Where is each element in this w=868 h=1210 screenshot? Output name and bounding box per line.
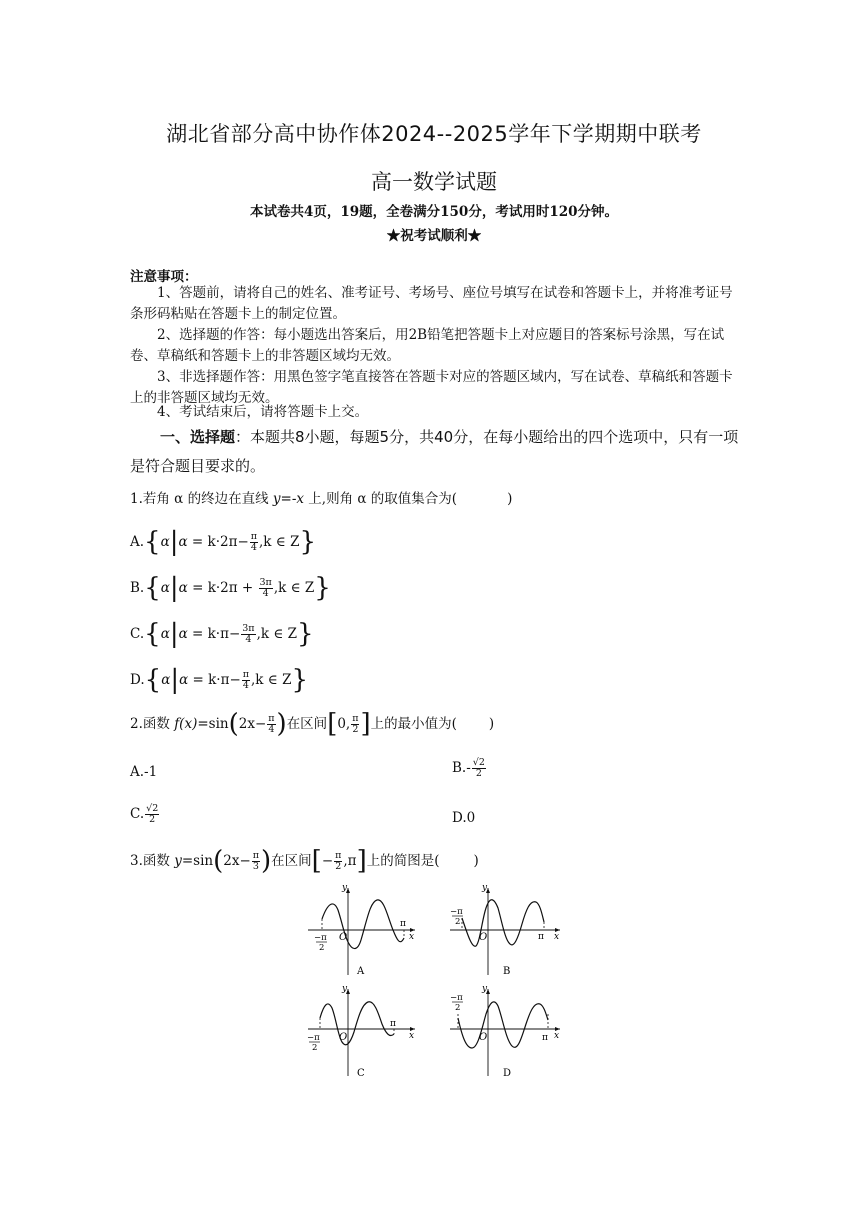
alpha-symbol: α <box>178 534 188 550</box>
fraction <box>267 714 275 735</box>
q3-close: ) <box>473 853 479 869</box>
pi-label: π <box>400 919 406 929</box>
numerator: π <box>335 850 342 861</box>
curve-c <box>320 1002 394 1045</box>
q3-number: 3. <box>130 853 143 869</box>
alpha-symbol: α <box>161 672 171 688</box>
q2-close: ) <box>488 716 495 732</box>
numerator: 3π <box>259 577 272 588</box>
fraction <box>259 578 273 599</box>
notice-item-3: 3、非选择题作答：用黑色签字笔直接答在答题卡对应的答题区域内，写在试卷、草稿纸和答题卡上的非答题区域均无效。 <box>130 369 733 406</box>
numerator: π <box>252 850 260 861</box>
numerator: π <box>268 713 275 724</box>
graph-label-a: A <box>357 966 365 977</box>
option-term: k·2π− <box>207 534 249 550</box>
alpha-symbol: α <box>178 626 188 642</box>
numerator: π <box>352 713 359 724</box>
alpha-symbol: α <box>160 580 170 596</box>
option-term: k·π− <box>207 626 241 642</box>
equals: = <box>187 534 208 550</box>
option-label: D. <box>130 672 145 688</box>
pi-label: π <box>542 1033 548 1043</box>
graph-c <box>307 984 415 1079</box>
q1-option-c: C.{α|α = k·π− $\frac{3\pi}{4}$ ,k ∈ Z} <box>130 619 314 649</box>
option-term: k·2π + <box>207 580 258 596</box>
q1-option-b: B.{α|α = k·2π + $\frac{3\pi}{4}$ ,k ∈ Z} <box>130 573 331 603</box>
q1-text-c: 上,则角 α 的取值集合为( <box>304 491 458 507</box>
q1-text-a: 若角 α 的终边在直线 <box>142 491 273 507</box>
section-1-heading <box>130 423 750 481</box>
q2-mid: 在区间 <box>286 716 328 732</box>
fraction <box>351 714 359 735</box>
graph-d <box>450 984 560 1079</box>
option-tail: ,k ∈ Z <box>259 534 300 550</box>
origin-label: O <box>339 1032 348 1043</box>
q1-text-d: ) <box>507 491 513 507</box>
graph-label-c: C <box>357 1068 365 1079</box>
notice-item-2: 2、选择题的作答：每小题选出答案后，用2B铅笔把答题卡上对应题目的答案标号涂黑，写在试卷、草稿纸和答题卡上的非答题区域均无效。 <box>130 327 725 364</box>
fraction <box>250 532 258 553</box>
numerator: √2 <box>146 803 159 814</box>
neg-pi-num: −π <box>450 993 463 1003</box>
denominator: 4 <box>245 634 252 645</box>
axis-y-label: y <box>342 883 348 893</box>
alpha-symbol: α <box>160 534 170 550</box>
graph-label-d: D <box>503 1068 512 1079</box>
neg-pi-num: −π <box>307 1033 320 1043</box>
q2-interval-a: 0, <box>337 716 351 732</box>
q3-interval-b: ,π <box>343 853 357 869</box>
axis-x-label: x <box>554 932 560 942</box>
neg-pi-den: 2 <box>312 1043 318 1053</box>
q2-inner: 2x− <box>238 716 267 732</box>
q2-suffix: 上的最小值为( <box>370 716 457 732</box>
exam-title: 湖北省部分高中协作体2024--2025学年下学期期中联考 <box>166 122 702 146</box>
q1-option-a: A.{α|α = k·2π− $\frac{\pi}{4}$ ,k ∈ Z} <box>130 527 316 557</box>
q3-suffix: 上的简图是( <box>366 853 440 869</box>
q3-y: y <box>174 853 182 869</box>
q1-option-d: D.{α|α = k·π− $\frac{\pi}{4}$ ,k ∈ Z} <box>130 665 308 695</box>
q2-option-d: D.0 <box>452 810 476 826</box>
q3-mid: 在区间 <box>271 853 312 869</box>
numerator: √2 <box>472 757 485 768</box>
option-label: C. <box>130 626 145 642</box>
q2-option-b <box>452 758 487 779</box>
alpha-symbol: α <box>178 580 188 596</box>
alpha-symbol: α <box>160 626 170 642</box>
notice-heading: 注意事项： <box>130 269 198 285</box>
q3-graphs <box>290 880 580 1090</box>
q2-fx: f(x) <box>174 716 198 732</box>
fraction <box>334 851 342 872</box>
option-tail: ,k ∈ Z <box>251 672 292 688</box>
pi-label: π <box>538 932 544 942</box>
pi-label: π <box>390 1019 396 1029</box>
denominator: 4 <box>250 542 257 553</box>
q2-prefix: 函数 <box>142 716 175 732</box>
denominator: 2 <box>352 724 359 735</box>
option-label: C. <box>130 806 145 822</box>
fraction <box>241 624 255 645</box>
notice-item-4: 4、考试结束后，请将答题卡上交。 <box>157 404 369 420</box>
question-2: 2.函数 f(x)=sin(2x− $\frac{\pi}{4}$ )在区间[0, $\frac{\pi}{2}$ ]上的最小值为( ) <box>130 709 495 739</box>
option-tail: ,k ∈ Z <box>256 626 297 642</box>
notice-item-1: 1、答题前，请将自己的姓名、准考证号、考场号、座位号填写在试卷和答题卡上，并将准考证号条形码粘贴在答题卡上的制定位置。 <box>130 285 733 322</box>
axis-x-label: x <box>409 1031 415 1041</box>
denominator: 2 <box>335 861 342 872</box>
origin-label: O <box>339 932 348 943</box>
option-term: k·π− <box>208 672 241 688</box>
q2-number: 2. <box>130 716 143 732</box>
denominator: 2 <box>149 814 156 825</box>
fraction <box>252 851 260 872</box>
equals: = <box>187 626 208 642</box>
curve-d <box>458 1002 548 1048</box>
graph-label-b: B <box>503 966 511 977</box>
option-label: B.- <box>452 760 471 776</box>
curve-b <box>462 900 544 946</box>
question-3: 3.函数 y=sin(2x− $\frac{\pi}{3}$ )在区间[− $\frac{\pi}{2}$ ,π]上的简图是( ) <box>130 846 479 876</box>
option-tail: ,k ∈ Z <box>273 580 315 596</box>
option-label: A. <box>130 534 145 550</box>
numerator: 3π <box>242 623 255 634</box>
neg-pi-num: −π <box>450 907 463 917</box>
neg-pi-den: 2 <box>455 1003 461 1013</box>
neg-pi-den: 2 <box>319 943 325 953</box>
q3-interval-neg: − <box>321 853 334 869</box>
section-1-title: 一、选择题 <box>160 428 236 446</box>
equals: = <box>188 672 209 688</box>
curve-a <box>322 900 404 949</box>
axis-y-label: y <box>482 883 488 893</box>
denominator: 4 <box>268 724 275 735</box>
q3-prefix: 函数 <box>142 853 175 869</box>
q2-sin: =sin <box>197 716 229 732</box>
equals: = <box>187 580 208 596</box>
q1-line: y=-x <box>272 491 305 507</box>
axis-y-label: y <box>342 984 348 994</box>
section-1-desc: ：本题共8小题，每题5分，共40分，在每小题给出的四个选项中，只有一项是符合题目要求的。 <box>130 428 739 475</box>
exam-wish: ★祝考试顺利★ <box>386 228 482 244</box>
q3-inner: 2x− <box>223 853 251 869</box>
denominator: 3 <box>252 861 259 872</box>
option-label: B. <box>130 580 145 596</box>
axis-x-label: x <box>409 932 415 942</box>
graph-a <box>308 883 415 977</box>
numerator: π <box>250 531 258 542</box>
q1-number: 1. <box>130 491 143 507</box>
origin-label: O <box>479 932 488 943</box>
axis-y-label: y <box>482 984 488 994</box>
axis-x-label: x <box>554 1031 560 1041</box>
q2-option-c <box>130 804 160 825</box>
denominator: 4 <box>242 680 249 691</box>
exam-subtitle: 高一数学试题 <box>371 170 497 194</box>
exam-info: 本试卷共4页，19题，全卷满分150分，考试用时120分钟。 <box>249 204 619 220</box>
denominator: 2 <box>475 768 482 779</box>
fraction <box>472 758 486 779</box>
question-1 <box>130 489 512 509</box>
fraction <box>242 670 250 691</box>
neg-pi-den: 2 <box>455 917 461 927</box>
q2-option-a: A.-1 <box>130 764 158 780</box>
numerator: π <box>242 669 250 680</box>
denominator: 4 <box>262 588 269 599</box>
fraction <box>145 804 159 825</box>
graph-b <box>450 883 560 977</box>
origin-label: O <box>479 1032 488 1043</box>
alpha-symbol: α <box>179 672 189 688</box>
q3-sin: =sin <box>181 853 214 869</box>
neg-pi-num: −π <box>314 933 327 943</box>
